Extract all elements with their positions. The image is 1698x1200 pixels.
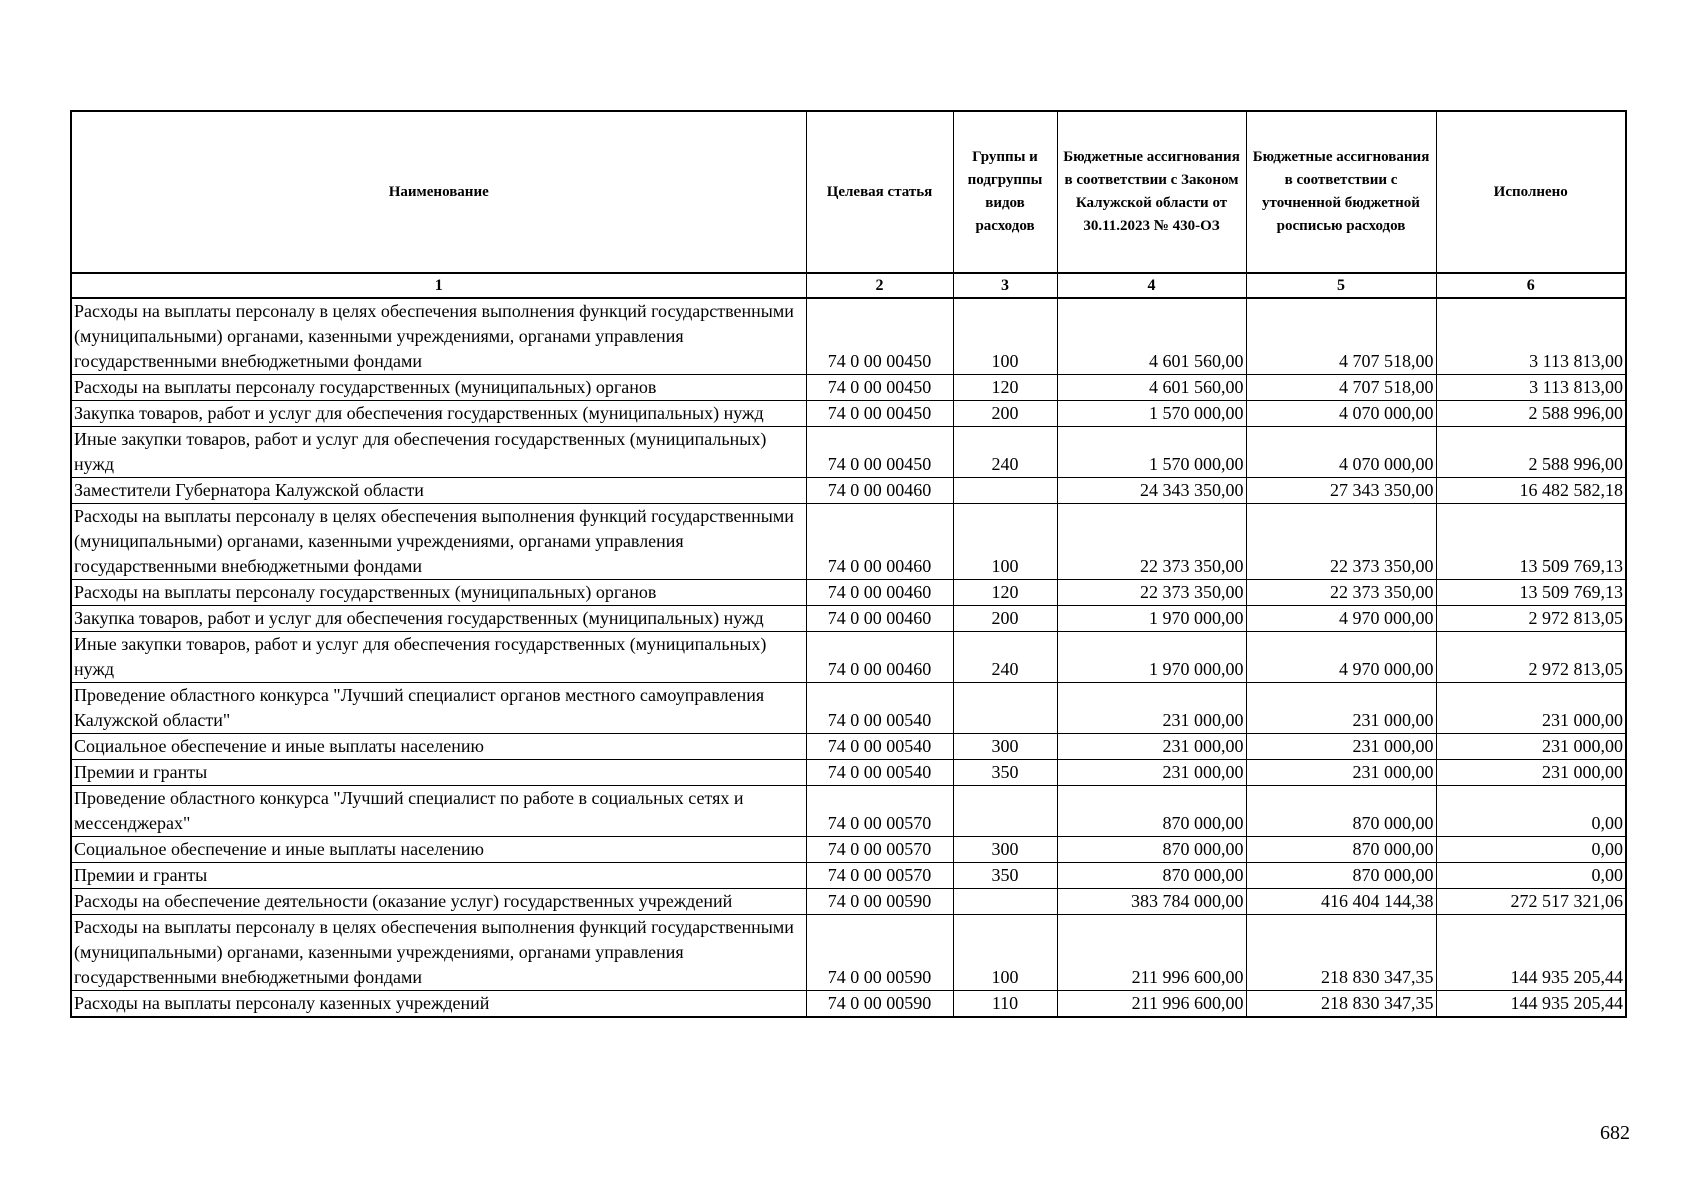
row-executed: 272 517 321,06 [1436, 889, 1626, 915]
row-name: Иные закупки товаров, работ и услуг для обеспечения государственных (муниципальных) нужд [71, 427, 806, 478]
row-executed: 16 482 582,18 [1436, 478, 1626, 504]
table-row [71, 683, 1626, 734]
row-law-allocation: 231 000,00 [1057, 760, 1246, 786]
row-target-code: 74 0 00 00590 [806, 915, 953, 991]
column-number-row [71, 273, 1626, 298]
row-expense-group: 300 [953, 734, 1057, 760]
row-target-code: 74 0 00 00540 [806, 734, 953, 760]
row-expense-group [953, 683, 1057, 734]
row-name: Проведение областного конкурса "Лучший специалист по работе в социальных сетях и мессенджерах" [71, 786, 806, 837]
header-executed: Исполнено [1436, 111, 1626, 273]
table-row [71, 734, 1626, 760]
row-expense-group: 200 [953, 401, 1057, 427]
row-target-code: 74 0 00 00460 [806, 504, 953, 580]
row-executed: 231 000,00 [1436, 760, 1626, 786]
row-expense-group: 350 [953, 863, 1057, 889]
row-executed: 2 588 996,00 [1436, 401, 1626, 427]
row-refined-allocation: 27 343 350,00 [1246, 478, 1436, 504]
row-target-code: 74 0 00 00570 [806, 863, 953, 889]
row-target-code: 74 0 00 00570 [806, 786, 953, 837]
row-expense-group: 100 [953, 915, 1057, 991]
header-group: Группы и подгруппы видов расходов [953, 111, 1057, 273]
row-law-allocation: 22 373 350,00 [1057, 580, 1246, 606]
row-refined-allocation: 4 970 000,00 [1246, 632, 1436, 683]
header-code: Целевая статья [806, 111, 953, 273]
row-executed: 2 972 813,05 [1436, 632, 1626, 683]
row-refined-allocation: 231 000,00 [1246, 734, 1436, 760]
row-name: Проведение областного конкурса "Лучший специалист органов местного самоуправления Калужской области" [71, 683, 806, 734]
row-law-allocation: 870 000,00 [1057, 837, 1246, 863]
budget-table [70, 110, 1627, 1018]
row-law-allocation: 1 570 000,00 [1057, 401, 1246, 427]
row-law-allocation: 4 601 560,00 [1057, 375, 1246, 401]
row-refined-allocation: 22 373 350,00 [1246, 504, 1436, 580]
row-target-code: 74 0 00 00460 [806, 478, 953, 504]
row-law-allocation: 211 996 600,00 [1057, 915, 1246, 991]
row-executed: 13 509 769,13 [1436, 580, 1626, 606]
row-expense-group: 110 [953, 991, 1057, 1018]
row-target-code: 74 0 00 00540 [806, 760, 953, 786]
table-row [71, 504, 1626, 580]
column-number: 3 [953, 273, 1057, 298]
row-law-allocation: 231 000,00 [1057, 734, 1246, 760]
table-row [71, 837, 1626, 863]
row-executed: 231 000,00 [1436, 734, 1626, 760]
row-refined-allocation: 218 830 347,35 [1246, 991, 1436, 1018]
row-law-allocation: 1 970 000,00 [1057, 632, 1246, 683]
row-name: Иные закупки товаров, работ и услуг для обеспечения государственных (муниципальных) нужд [71, 632, 806, 683]
row-expense-group: 300 [953, 837, 1057, 863]
row-law-allocation: 231 000,00 [1057, 683, 1246, 734]
table-row [71, 991, 1626, 1018]
row-target-code: 74 0 00 00460 [806, 580, 953, 606]
row-refined-allocation: 870 000,00 [1246, 863, 1436, 889]
row-executed: 144 935 205,44 [1436, 991, 1626, 1018]
row-executed: 3 113 813,00 [1436, 298, 1626, 375]
table-row [71, 786, 1626, 837]
row-law-allocation: 211 996 600,00 [1057, 991, 1246, 1018]
row-name: Социальное обеспечение и иные выплаты населению [71, 734, 806, 760]
row-name: Закупка товаров, работ и услуг для обеспечения государственных (муниципальных) нужд [71, 401, 806, 427]
row-expense-group [953, 889, 1057, 915]
row-expense-group [953, 478, 1057, 504]
row-refined-allocation: 4 707 518,00 [1246, 298, 1436, 375]
column-number: 2 [806, 273, 953, 298]
table-row [71, 478, 1626, 504]
row-law-allocation: 1 570 000,00 [1057, 427, 1246, 478]
row-target-code: 74 0 00 00450 [806, 375, 953, 401]
row-refined-allocation: 4 070 000,00 [1246, 427, 1436, 478]
row-law-allocation: 4 601 560,00 [1057, 298, 1246, 375]
column-number: 1 [71, 273, 806, 298]
row-refined-allocation: 870 000,00 [1246, 786, 1436, 837]
row-executed: 231 000,00 [1436, 683, 1626, 734]
row-refined-allocation: 4 970 000,00 [1246, 606, 1436, 632]
row-target-code: 74 0 00 00590 [806, 991, 953, 1018]
header-name: Наименование [71, 111, 806, 273]
row-name: Расходы на выплаты персоналу государственных (муниципальных) органов [71, 375, 806, 401]
row-name: Премии и гранты [71, 863, 806, 889]
row-name: Расходы на выплаты персоналу казенных учреждений [71, 991, 806, 1018]
row-refined-allocation: 231 000,00 [1246, 683, 1436, 734]
row-law-allocation: 870 000,00 [1057, 863, 1246, 889]
table-row [71, 580, 1626, 606]
row-executed: 0,00 [1436, 786, 1626, 837]
row-expense-group [953, 786, 1057, 837]
row-target-code: 74 0 00 00570 [806, 837, 953, 863]
header-law-allocation: Бюджетные ассигнования в соответствии с Законом Калужской области от 30.11.2023 № 430-ОЗ [1057, 111, 1246, 273]
row-law-allocation: 870 000,00 [1057, 786, 1246, 837]
row-name: Расходы на обеспечение деятельности (оказание услуг) государственных учреждений [71, 889, 806, 915]
row-executed: 144 935 205,44 [1436, 915, 1626, 991]
table-row [71, 401, 1626, 427]
row-refined-allocation: 4 070 000,00 [1246, 401, 1436, 427]
row-name: Заместители Губернатора Калужской области [71, 478, 806, 504]
row-expense-group: 350 [953, 760, 1057, 786]
row-target-code: 74 0 00 00450 [806, 427, 953, 478]
row-target-code: 74 0 00 00460 [806, 632, 953, 683]
row-expense-group: 200 [953, 606, 1057, 632]
row-name: Социальное обеспечение и иные выплаты населению [71, 837, 806, 863]
row-law-allocation: 24 343 350,00 [1057, 478, 1246, 504]
table-row [71, 760, 1626, 786]
row-expense-group: 120 [953, 375, 1057, 401]
row-executed: 0,00 [1436, 863, 1626, 889]
row-expense-group: 100 [953, 298, 1057, 375]
row-refined-allocation: 22 373 350,00 [1246, 580, 1436, 606]
row-name: Расходы на выплаты персоналу государственных (муниципальных) органов [71, 580, 806, 606]
table-row [71, 863, 1626, 889]
row-executed: 0,00 [1436, 837, 1626, 863]
row-law-allocation: 383 784 000,00 [1057, 889, 1246, 915]
row-target-code: 74 0 00 00450 [806, 401, 953, 427]
row-executed: 13 509 769,13 [1436, 504, 1626, 580]
row-refined-allocation: 416 404 144,38 [1246, 889, 1436, 915]
table-row [71, 889, 1626, 915]
row-expense-group: 120 [953, 580, 1057, 606]
row-name: Расходы на выплаты персоналу в целях обеспечения выполнения функций государственными (муниципальными) органами, казенными учреждениями, органами управления государственными внебюджетными фондами [71, 915, 806, 991]
table-row [71, 427, 1626, 478]
table-row [71, 298, 1626, 375]
table-row [71, 375, 1626, 401]
table-body [71, 298, 1626, 1017]
page-number: 682 [1600, 1122, 1630, 1144]
row-refined-allocation: 870 000,00 [1246, 837, 1436, 863]
row-name: Премии и гранты [71, 760, 806, 786]
row-target-code: 74 0 00 00460 [806, 606, 953, 632]
row-name: Расходы на выплаты персоналу в целях обеспечения выполнения функций государственными (муниципальными) органами, казенными учреждениями, органами управления государственными внебюджетными фондами [71, 504, 806, 580]
table-header-row [71, 111, 1626, 273]
row-target-code: 74 0 00 00590 [806, 889, 953, 915]
row-executed: 2 972 813,05 [1436, 606, 1626, 632]
table-row [71, 606, 1626, 632]
row-name: Расходы на выплаты персоналу в целях обеспечения выполнения функций государственными (муниципальными) органами, казенными учреждениями, органами управления государственными внебюджетными фондами [71, 298, 806, 375]
row-expense-group: 240 [953, 427, 1057, 478]
row-refined-allocation: 231 000,00 [1246, 760, 1436, 786]
row-executed: 3 113 813,00 [1436, 375, 1626, 401]
row-expense-group: 100 [953, 504, 1057, 580]
column-number: 4 [1057, 273, 1246, 298]
header-refined-allocation: Бюджетные ассигнования в соответствии с уточненной бюджетной росписью расходов [1246, 111, 1436, 273]
table-row [71, 632, 1626, 683]
row-refined-allocation: 4 707 518,00 [1246, 375, 1436, 401]
row-target-code: 74 0 00 00450 [806, 298, 953, 375]
column-number: 5 [1246, 273, 1436, 298]
row-name: Закупка товаров, работ и услуг для обеспечения государственных (муниципальных) нужд [71, 606, 806, 632]
row-refined-allocation: 218 830 347,35 [1246, 915, 1436, 991]
row-executed: 2 588 996,00 [1436, 427, 1626, 478]
table-row [71, 915, 1626, 991]
row-expense-group: 240 [953, 632, 1057, 683]
row-law-allocation: 1 970 000,00 [1057, 606, 1246, 632]
column-number: 6 [1436, 273, 1626, 298]
row-law-allocation: 22 373 350,00 [1057, 504, 1246, 580]
row-target-code: 74 0 00 00540 [806, 683, 953, 734]
